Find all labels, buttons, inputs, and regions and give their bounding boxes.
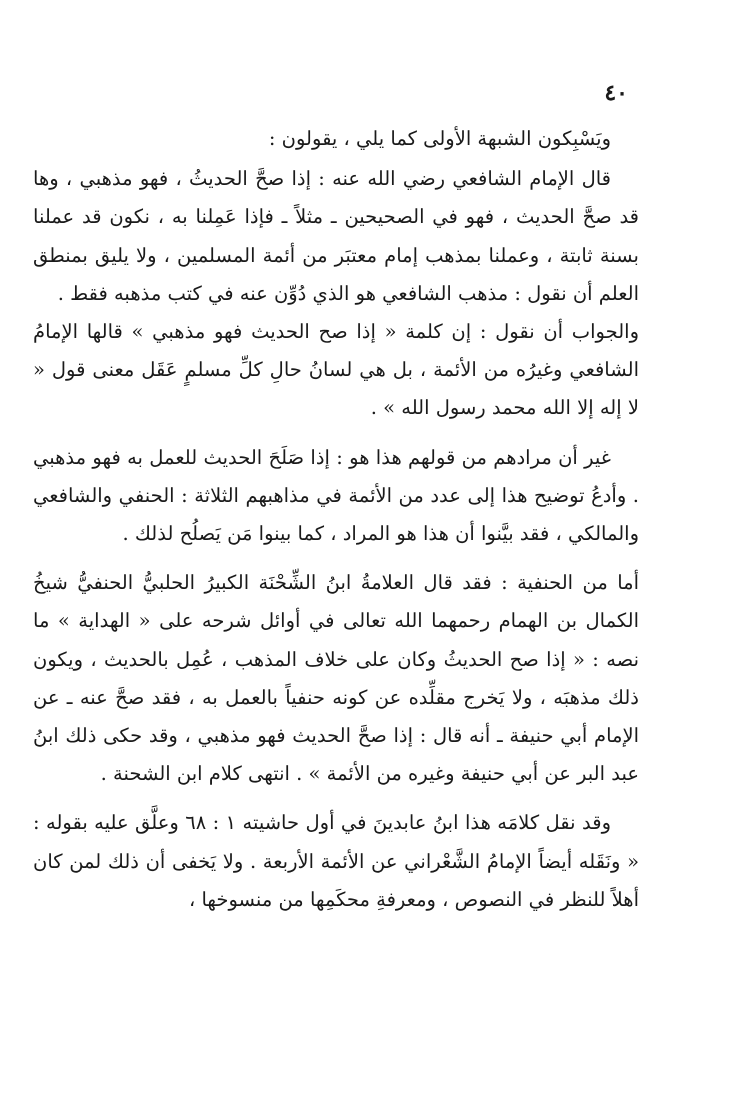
paragraph-intro: ويَسْبِكون الشبهة الأولى كما يلي ، يقولون : bbox=[268, 127, 611, 150]
paragraph-meaning: غير أن مرادهم من قولهم هذا هو : إذا صَلَحَ الحديث للعمل به فهو مذهبي . وأدعُ توضيح هذا إلى عدد من الأئمة في مذاهبهم الثلاثة : الحنفي والشافعي والمالكي ، فقد بيَّنوا أن هذا هو المراد ، كما بينوا مَن يَصلُح لذلك . bbox=[33, 445, 639, 546]
paragraph-ibn-abidin: وقد نقل كلامَه هذا ابنُ عابدينَ في أول حاشيته ١ : ٦٨ وعلَّق عليه بقوله : « ونَقَله أيضاً الإمامُ الشَّعْراني عن الأئمة الأربعة . ولا يَخفى أن ذلك لمن كان أهلاً للنظر في النصوص ، ومعرفةِ محكَمِها من منسوخها ، bbox=[33, 811, 639, 911]
paragraph-answer: والجواب أن نقول : إن كلمة « إذا صح الحديث فهو مذهبي » قالها الإمامُ الشافعي وغيرُه من الأئمة ، بل هي لسانُ حالِ كلِّ مسلمٍ عَقَل معنى قول « لا إله إلا الله محمد رسول الله » . bbox=[33, 320, 639, 420]
page-number: ٤٠ bbox=[604, 80, 628, 106]
paragraph-shafii-quote: قال الإمام الشافعي رضي الله عنه : إذا صحَّ الحديثُ ، فهو مذهبي ، وها قد صحَّ الحديث ، فهو في الصحيحين ـ مثلاً ـ فإذا عَمِلنا به ، نكون قد عملنا بسنة ثابتة ، وعملنا بمذهب إمام معتبَر من أئمة المسلمين ، ولا يليق بمنطق العلم أن نقول : مذهب الشافعي هو الذي دُوِّن عنه في كتب مذهبه فقط . bbox=[33, 167, 639, 305]
paragraph-hanafi: أما من الحنفية : فقد قال العلامةُ ابنُ الشِّحْنَة الكبيرُ الحلبيُّ الحنفيُّ شيخُ الكمال بن الهمام رحمهما الله تعالى في أوائل شرحه على « الهداية » ما نصه : « إذا صح الحديثُ وكان على خلاف المذهب ، عُمِل بالحديث ، ويكون ذلك مذهبَه ، ولا يَخرج مقلِّده عن كونه حنفياً بالعمل به ، فقد صحَّ عنه ـ عن الإمام أبي حنيفة ـ أنه قال : إذا صحَّ الحديث فهو مذهبي ، وقد حكى ذلك ابنُ عبد البر عن أبي حنيفة وغيره من الأئمة » . انتهى كلام ابن الشحنة . bbox=[33, 571, 639, 786]
page-body bbox=[33, 120, 639, 919]
